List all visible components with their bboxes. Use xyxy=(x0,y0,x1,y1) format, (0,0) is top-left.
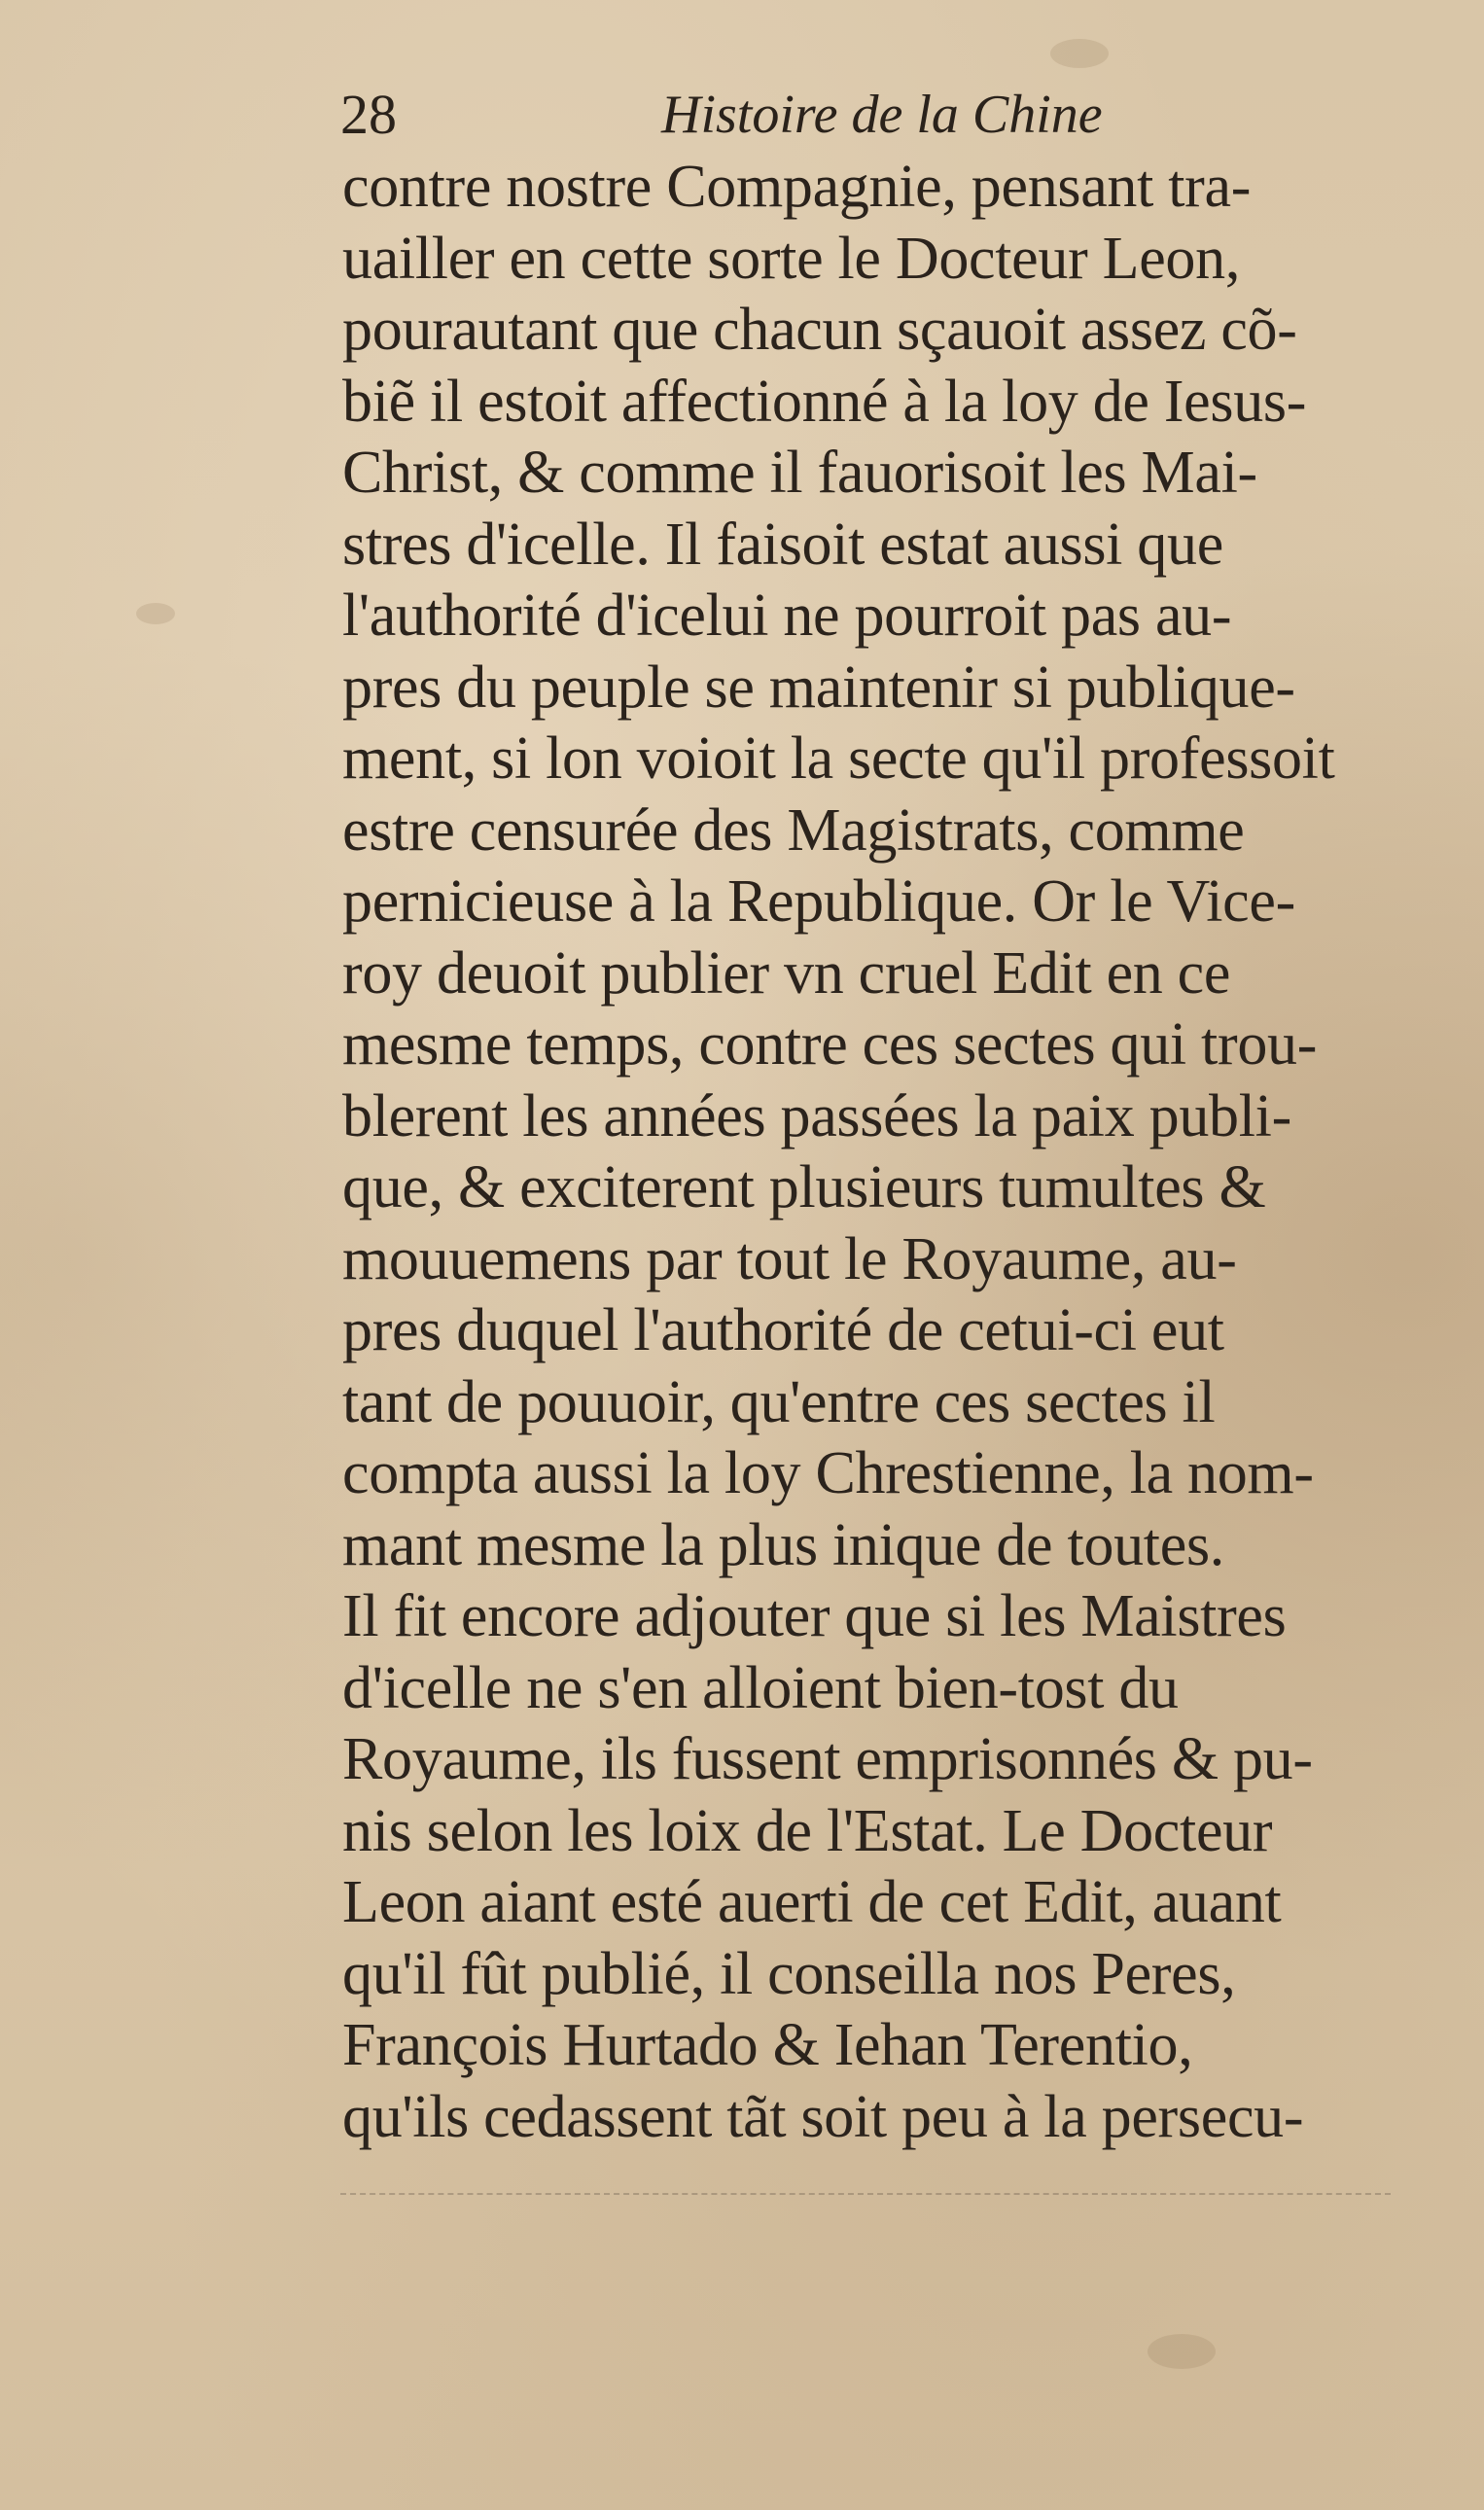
text-line: contre nostre Compagnie, pensant tra- xyxy=(342,154,1252,220)
text-line: mouuemens par tout le Royaume, au- xyxy=(342,1225,1237,1292)
text-line: François Hurtado & Iehan Terentio, xyxy=(342,2012,1193,2078)
paper-stain xyxy=(1050,39,1109,68)
text-line: Leon aiant esté auerti de cet Edit, auant xyxy=(342,1869,1282,1935)
text-line: d'icelle ne s'en alloient bien-tost du xyxy=(342,1654,1179,1721)
text-line: Il fit encore adjouter que si les Maistres xyxy=(342,1583,1287,1649)
text-line: nis selon les loix de l'Estat. Le Docteur xyxy=(342,1797,1273,1864)
text-line: mesme temps, contre ces sectes qui trou- xyxy=(342,1011,1318,1078)
text-line: biẽ il estoit affectionné à la loy de Iesus- xyxy=(342,368,1307,435)
paper-stain xyxy=(1148,2334,1216,2369)
text-line: estre censurée des Magistrats, comme xyxy=(342,796,1245,864)
text-line: pourautant que chacun sçauoit assez cõ- xyxy=(342,297,1297,363)
text-line: qu'ils cedassent tãt soit peu à la persecu- xyxy=(342,2083,1304,2150)
text-line: l'authorité d'icelui ne pourroit pas au- xyxy=(342,583,1232,649)
running-title: Histoire de la Chine xyxy=(661,85,1103,145)
text-line: stres d'icelle. Il faisoit estat aussi que xyxy=(342,511,1223,578)
text-line: mant mesme la plus inique de toutes. xyxy=(342,1511,1224,1578)
page-number: 28 xyxy=(340,83,397,146)
text-line: qu'il fût publié, il conseilla nos Peres, xyxy=(342,1940,1236,2007)
text-line: compta aussi la loy Chrestienne, la nom- xyxy=(342,1440,1314,1506)
text-line: blerent les années passées la paix publi- xyxy=(342,1082,1291,1149)
text-line: roy deuoit publier vn cruel Edit en ce xyxy=(342,939,1231,1007)
paper-stain xyxy=(136,603,175,624)
body-text xyxy=(342,152,1412,2153)
page-header xyxy=(340,76,1216,154)
text-line: Royaume, ils fussent emprisonnés & pu- xyxy=(342,1726,1313,1792)
text-line: tant de pouuoir, qu'entre ces sectes il xyxy=(342,1368,1216,1435)
text-line: pres duquel l'authorité de cetui-ci eut xyxy=(342,1297,1224,1363)
text-line: Christ, & comme il fauorisoit les Mai- xyxy=(342,440,1257,506)
bottom-rule xyxy=(340,2193,1391,2195)
text-line: pres du peuple se maintenir si publique- xyxy=(342,654,1295,721)
text-line: que, & exciterent plusieurs tumultes & xyxy=(342,1154,1266,1220)
text-line: ment, si lon voioit la secte qu'il professoit xyxy=(342,725,1335,792)
text-line: pernicieuse à la Republique. Or le Vice- xyxy=(342,868,1295,935)
text-line: uailler en cette sorte le Docteur Leon, xyxy=(342,225,1241,292)
